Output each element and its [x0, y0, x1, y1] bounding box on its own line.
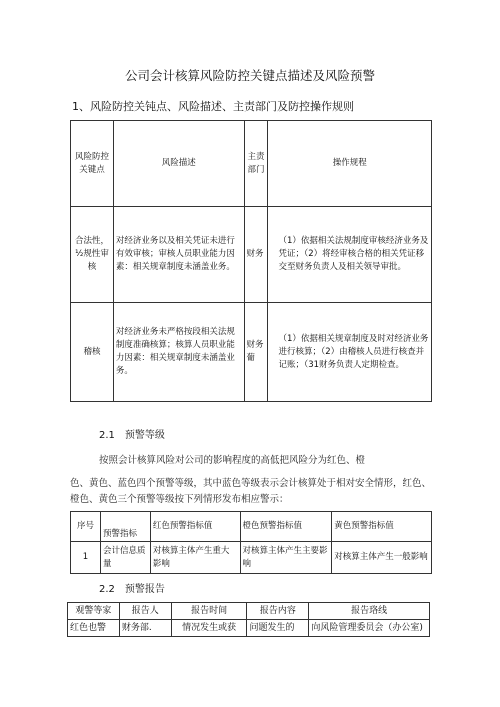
header-point: 风险防控关键点	[71, 121, 114, 207]
report-table-header-row	[68, 603, 430, 620]
section1-heading: 1、风险防控关钝点、风险描述、主责部门及防控操作规则	[72, 100, 354, 113]
section22-heading: 2.2 预警报告	[99, 584, 165, 595]
table-row	[71, 542, 432, 574]
paragraph-2: 色、黄色、蓝色四个预警等级，其中蓝色等级表示会计核算处于相对安全情形，红色、橙色、黄色三个预警等级按下列情形发布相应警示：	[70, 478, 432, 505]
risk-point: 合法性，½规性审核	[71, 207, 114, 303]
table-row	[71, 303, 432, 402]
header-yellow: 黄色预警指标值	[332, 512, 432, 542]
header-reporter: 报告人	[119, 603, 171, 620]
warning-indicator: 会计信息质量	[100, 542, 150, 574]
table-row	[68, 620, 430, 637]
page-title: 公司会计核算风险防控关键点描述及风险预警	[124, 68, 375, 83]
risk-proc: （1）依据相关法规制度审核经济业务及凭证；（2）将经审核合格的相关凭证移交至财务负责人及相关领导审批。	[268, 207, 432, 303]
report-route: 向风险管理委员会（办公室)	[309, 620, 430, 637]
warning-yellow: 对核算主体产生一般影响	[332, 542, 432, 574]
header-route: 报告珞线	[309, 603, 430, 620]
warning-table-header-row	[71, 512, 432, 542]
header-content: 报告内容	[247, 603, 309, 620]
report-time: 情况发生或获	[171, 620, 247, 637]
paragraph-1: 按照会计核算风险对公司的影响程度的高低把风险分为红色、橙	[99, 455, 366, 466]
risk-desc: 对经济业务以及相关凭证未进行有效审核；审核人员职业能力因素：相关规章制度未涵盖业务。	[113, 207, 244, 303]
header-desc: 风险描述	[113, 121, 244, 207]
report-reporter: 财务部.	[119, 620, 171, 637]
warning-orange: 对核算主体产生主要影响	[240, 542, 332, 574]
report-table	[67, 602, 430, 637]
risk-table-header-row	[71, 121, 432, 207]
header-indicator: 预警指标	[100, 512, 150, 542]
header-proc: 操作规程	[268, 121, 432, 207]
risk-table	[70, 120, 432, 402]
header-time: 报告时间	[171, 603, 247, 620]
risk-dept: 财务	[244, 207, 268, 303]
risk-desc: 对经济业务未严格按段相关法规制度准确核算；核算人员职业能力因素：相关规章制度未涵盖业务。	[113, 303, 244, 402]
risk-point: 稽核	[71, 303, 114, 402]
header-red: 红色预警指标值	[150, 512, 240, 542]
report-content: 问题发生的	[247, 620, 309, 637]
warning-no: 1	[71, 542, 101, 574]
header-orange: 橙色预警指标值	[240, 512, 332, 542]
report-level: 红色也警	[68, 620, 120, 637]
table-row	[71, 207, 432, 303]
section21-heading: 2.1 预警等级	[99, 430, 165, 441]
header-no: 序号	[71, 512, 101, 542]
header-dept: 主责部门	[244, 121, 268, 207]
risk-proc: （1）依据相关规章制度及时对经济业务进行核算；（2）由稽核人员进行核查并记账；（31财务负责人定期检查。	[268, 303, 432, 402]
header-level: 观警等家	[68, 603, 120, 620]
warning-table	[70, 511, 432, 574]
risk-dept: 财务葡	[244, 303, 268, 402]
warning-red: 对核算主体产生重大影响	[150, 542, 240, 574]
